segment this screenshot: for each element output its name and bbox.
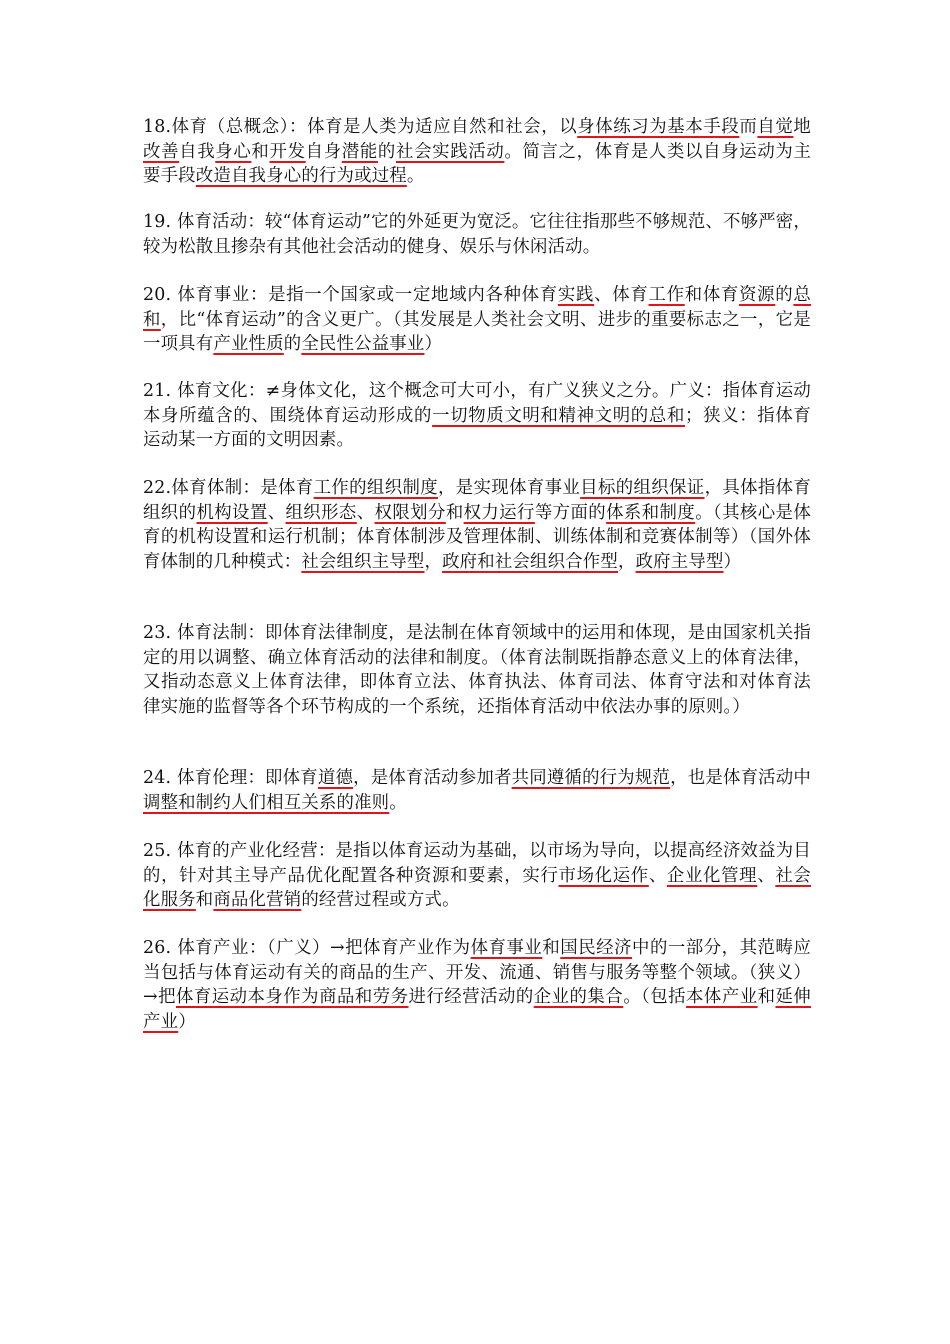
entry-25-sports-industrialization	[143, 839, 811, 913]
text-run: 的	[377, 141, 396, 162]
text-run: 的	[775, 285, 794, 305]
entry-18-sports-concept	[143, 115, 811, 189]
text-run: 和	[195, 890, 214, 910]
underlined-keyword: 改造自我身心的行为或过程	[195, 166, 407, 186]
text-run: ）	[178, 1011, 196, 1032]
text-run: 。简言之，体育是人类以自身运动为主要手段	[143, 141, 812, 186]
text-run: ，具体指体育组织的	[143, 478, 812, 523]
underlined-keyword: 权限划分	[374, 502, 446, 523]
text-run: 。	[389, 792, 407, 813]
underlined-keyword: 政府主导型	[635, 551, 724, 572]
text-run: 23. 体育法制：即体育法律制度，是法制在体育领域中的运用和体现，是由国家机关指定的用以调整、确立体育活动的法律和制度。（体育法制既指静态意义上的体育法律，又指动态意义上体育法律，即体育立法、体育执法、体育司法、体育守法和对体育法律实施的监督等各个环节构成的一个系统，还指体育活动中依法办事的原则。）	[143, 623, 811, 717]
text-run: 22.体育体制：是体育	[143, 478, 314, 498]
underlined-keyword: 社会组织主导型	[301, 551, 425, 572]
text-run: 24. 体育伦理：即体育	[143, 768, 318, 788]
text-run: 25. 体育的产业化经营：是指以体育运动为基础，以市场为导向，以提高经济效益为目的，针对其主导产品优化配置各种资源和要素，实行	[143, 841, 811, 886]
underlined-keyword: 目标的组织保证	[580, 478, 705, 498]
entry-21-sports-culture	[143, 379, 811, 453]
underlined-keyword: 身体练习为基本手段	[577, 117, 740, 137]
text-run: 进行经营活动的	[408, 987, 534, 1007]
text-run: 26. 体育产业：（广义）→把体育产业作为	[143, 938, 471, 958]
underlined-keyword: 开发	[269, 141, 306, 162]
text-run: ）	[723, 551, 742, 572]
text-run: 和	[251, 141, 270, 162]
underlined-keyword: 市场化运作	[558, 865, 649, 886]
text-run: ，	[424, 551, 443, 572]
text-run: 自身	[305, 141, 342, 162]
underlined-keyword: 总和	[143, 285, 812, 330]
text-run: 18.体育（总概念）：体育是人类为适应自然和社会，以	[143, 117, 578, 137]
text-run: 地	[793, 117, 811, 137]
entry-24-sports-ethics	[143, 766, 811, 815]
underlined-keyword: 自觉	[757, 117, 794, 137]
underlined-keyword: 资源	[739, 285, 776, 305]
text-run: 。（包括	[623, 987, 687, 1007]
text-run: ，	[617, 551, 636, 572]
text-run: 而	[739, 117, 758, 137]
entry-20-sports-undertaking	[143, 283, 811, 357]
text-run: 、	[267, 502, 286, 523]
underlined-keyword: 社会化服务	[143, 865, 811, 910]
text-run: 、	[757, 865, 776, 886]
text-run: ，也是体育活动中	[670, 768, 811, 788]
underlined-keyword: 权力运行	[463, 502, 535, 523]
text-run: 的经营过程或方式。	[301, 890, 460, 910]
text-run: 21. 体育文化：≠身体文化，这个概念可大可小，有广义狭义之分。广义：指体育运动本身所蕴含的、围绕体育运动形成的	[143, 381, 811, 426]
text-run: ，是体育活动参加者	[353, 768, 512, 788]
text-run: ，比“体育运动”的含义更广。（其发展是人类社会文明、进步的重要标志之一，它是一项具有	[143, 309, 811, 354]
text-run: 、	[356, 502, 375, 523]
text-run: 20. 体育事业：是指一个国家或一定地域内各种体育	[143, 285, 558, 305]
text-run: 和	[542, 938, 561, 958]
underlined-keyword: 体育运动本身作为商品和劳务	[175, 987, 409, 1007]
text-run: ）	[424, 334, 443, 354]
underlined-keyword: 企业化管理	[666, 865, 758, 886]
underlined-keyword: 社会实践活动	[396, 141, 505, 162]
text-run: ；狭义：指体育运动某一方面的文明因素。	[143, 405, 812, 450]
underlined-keyword: 工作的组织制度	[313, 478, 438, 498]
underlined-keyword: 改善	[143, 141, 180, 162]
text-run: 的	[283, 334, 302, 354]
underlined-keyword: 工作	[648, 285, 685, 305]
underlined-keyword: 企业的集合	[533, 987, 624, 1007]
underlined-keyword: 一切物质文明和精神文明的总和	[432, 405, 686, 426]
text-run: 。（其核心是体育的机构设置和运行机制；体育体制涉及管理体制、训练体制和竞赛体制等）（国外体育体制的几种模式：	[143, 502, 811, 572]
underlined-keyword: 机构设置	[196, 502, 268, 523]
underlined-keyword: 组织形态	[285, 502, 357, 523]
underlined-keyword: 本体产业	[686, 987, 758, 1007]
text-run: 。	[406, 166, 425, 186]
text-run: 等方面的	[534, 502, 607, 523]
text-run: 、	[648, 865, 667, 886]
text-run: 和	[757, 987, 776, 1007]
text-run: ，是实现体育事业	[438, 478, 581, 498]
text-run: 、体育	[594, 285, 649, 305]
underlined-keyword: 全民性公益事业	[301, 334, 425, 354]
underlined-keyword: 商品化营销	[213, 890, 302, 910]
text-run: 和	[445, 502, 464, 523]
underlined-keyword: 体育事业	[470, 938, 543, 958]
underlined-keyword: 政府和社会组织合作型	[442, 551, 618, 572]
text-run: 19. 体育活动：较“体育运动”它的外延更为宽泛。它往往指那些不够规范、不够严密，较为松散且掺杂有其他社会活动的健身、娱乐与休闲活动。	[143, 212, 811, 257]
underlined-keyword: 身心	[215, 141, 252, 162]
underlined-keyword: 产业性质	[213, 334, 284, 354]
text-run: 自我	[179, 141, 216, 162]
text-run: 和体育	[684, 285, 740, 305]
entry-19-sports-activity	[143, 210, 811, 259]
underlined-keyword: 道德	[317, 768, 354, 788]
entry-23-sports-legal-system	[143, 621, 811, 719]
underlined-keyword: 共同遵循的行为规范	[511, 768, 671, 788]
underlined-keyword: 调整和制约人们相互关系的准则	[143, 792, 390, 813]
underlined-keyword: 体系和制度	[606, 502, 696, 523]
entry-26-sports-industry	[143, 936, 811, 1034]
underlined-keyword: 潜能	[341, 141, 378, 162]
underlined-keyword: 国民经济	[560, 938, 633, 958]
entry-22-sports-system	[143, 476, 811, 574]
underlined-keyword: 延伸产业	[143, 987, 811, 1032]
underlined-keyword: 实践	[557, 285, 595, 305]
text-run: 中的一部分，其范畴应当包括与体育运动有关的商品的生产、开发、流通、销售与服务等整个领域。（狭义）→把	[143, 938, 811, 1007]
